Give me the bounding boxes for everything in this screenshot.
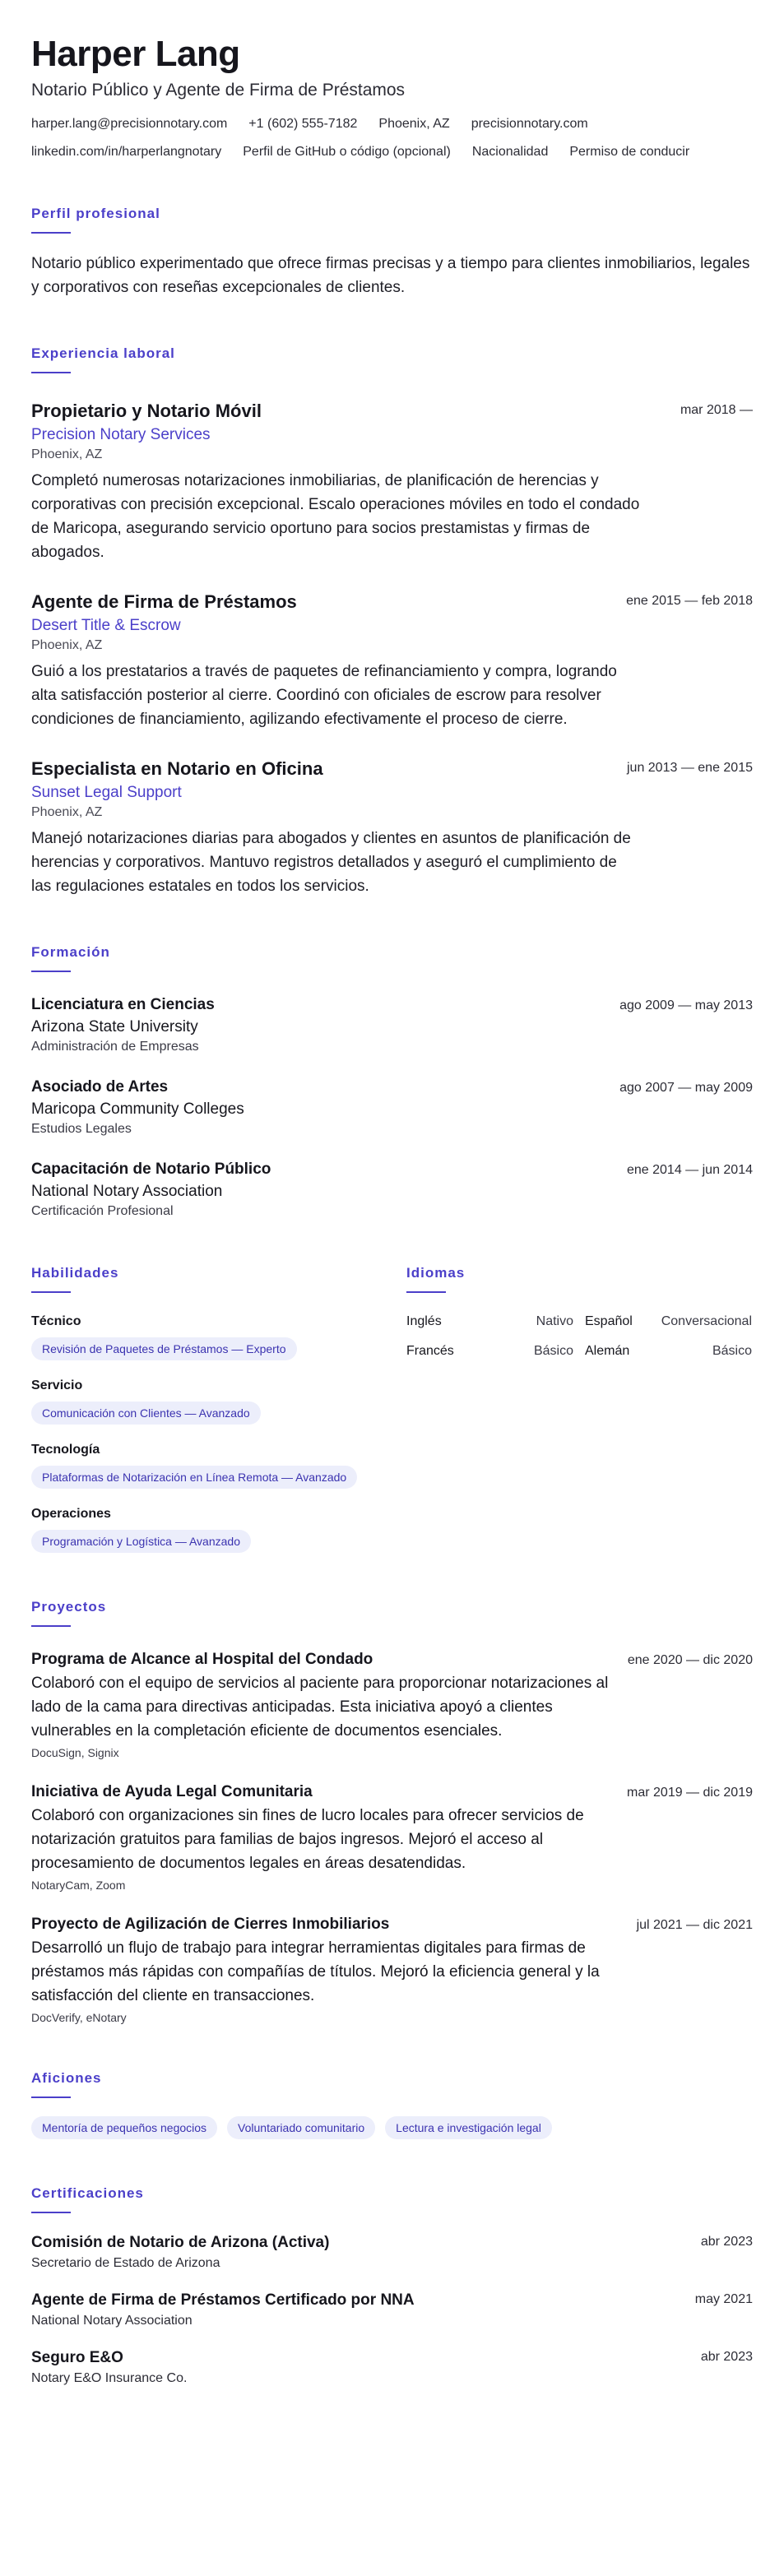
skill-category: Operaciones xyxy=(31,1507,111,1521)
job-dates: ene 2015 — feb 2018 xyxy=(626,594,753,608)
skill-category: Técnico xyxy=(31,1314,81,1328)
section-title: Perfil profesional xyxy=(31,206,160,221)
language-name: Español xyxy=(585,1314,633,1328)
job-description: Completó numerosas notarizaciones inmobiliarias, de planificación de herencias y corporativas con precisión excepcional. Escalo operaciones móviles en todo el condado de Maricopa, asegurando servicio oportuno para socios prestamistas y firmas de abogados. xyxy=(31,472,640,561)
job-company: Desert Title & Escrow xyxy=(31,617,181,634)
language-level: Básico xyxy=(712,1344,752,1358)
certification-date: abr 2023 xyxy=(700,2350,753,2364)
job-location: Phoenix, AZ xyxy=(31,638,103,652)
certification-issuer: Secretario de Estado de Arizona xyxy=(31,2256,220,2270)
degree-title: Asociado de Artes xyxy=(31,1078,169,1096)
project-description: Colaboró con el equipo de servicios al paciente para proporcionar notarizaciones al lado de la cama para directivas anticipadas. Esta iniciativa apoyó a clientes vulnerables en la completación eficiente de documentos esenciales. xyxy=(31,1675,609,1740)
language-grid xyxy=(406,1314,752,1359)
education-section xyxy=(31,944,753,1219)
experience-section xyxy=(31,345,753,898)
project-description: Colaboró con organizaciones sin fines de lucro locales para ofrecer servicios de notarización gratuitos para familias de bajos ingresos. Mejoró el acceso al procesamiento de documentos legales en áreas desatendidas. xyxy=(31,1807,584,1872)
job-title: Propietario y Notario Móvil xyxy=(31,401,262,421)
language-level: Nativo xyxy=(536,1314,573,1328)
certification-name: Seguro E&O xyxy=(31,2349,123,2366)
degree-title: Licenciatura en Ciencias xyxy=(31,996,215,1013)
language-name: Inglés xyxy=(406,1314,442,1328)
job-location: Phoenix, AZ xyxy=(31,805,103,819)
project-tools: NotaryCam, Zoom xyxy=(31,1879,126,1892)
language-item xyxy=(585,1344,752,1359)
job-description: Manejó notarizaciones diarias para abogados y clientes en asuntos de planificación de herencias y corporativos. Mantuvo registros detallados y aseguró el cumplimiento de las regulaciones estatales en todos los servicios. xyxy=(31,830,631,895)
language-level: Conversacional xyxy=(661,1314,752,1328)
certifications-section xyxy=(31,2185,753,2386)
skill-chip: Comunicación con Clientes — Avanzado xyxy=(31,1402,261,1425)
hobbies-section xyxy=(31,2070,753,2139)
section-divider xyxy=(31,372,71,373)
experience-entry xyxy=(31,591,753,731)
projects-section xyxy=(31,1599,753,2024)
certification-name: Agente de Firma de Préstamos Certificado por NNA xyxy=(31,2291,415,2309)
section-divider xyxy=(406,1291,446,1293)
hobby-chip: Lectura e investigación legal xyxy=(385,2116,552,2139)
section-title: Proyectos xyxy=(31,1599,107,1615)
school-name: Maricopa Community Colleges xyxy=(31,1100,244,1118)
candidate-headline: Notario Público y Agente de Firma de Préstamos xyxy=(31,81,406,100)
hobby-chip: Mentoría de pequeños negocios xyxy=(31,2116,217,2139)
hobby-list xyxy=(31,2116,753,2139)
certification-entry xyxy=(31,2348,753,2386)
section-divider xyxy=(31,1291,71,1293)
contact-list xyxy=(31,117,753,160)
project-dates: ene 2020 — dic 2020 xyxy=(627,1653,753,1667)
education-entry xyxy=(31,995,753,1054)
skill-category: Tecnología xyxy=(31,1443,100,1457)
skill-chip: Revisión de Paquetes de Préstamos — Experto xyxy=(31,1337,297,1360)
summary-section xyxy=(31,206,753,299)
education-dates: ago 2007 — may 2009 xyxy=(619,1081,753,1095)
study-field: Administración de Empresas xyxy=(31,1040,199,1054)
job-title: Agente de Firma de Préstamos xyxy=(31,591,297,612)
certification-entry xyxy=(31,2291,753,2328)
certification-entry xyxy=(31,2233,753,2271)
contact-nationality: Nacionalidad xyxy=(471,145,549,159)
contact-email[interactable]: harper.lang@precisionnotary.com xyxy=(31,117,228,131)
language-item xyxy=(406,1344,573,1359)
section-divider xyxy=(31,2096,71,2098)
job-title: Especialista en Notario en Oficina xyxy=(31,758,323,779)
section-title: Formación xyxy=(31,944,110,960)
contact-phone[interactable]: +1 (602) 555-7182 xyxy=(248,117,358,131)
project-description: Desarrolló un flujo de trabajo para integrar herramientas digitales para firmas de préstamos más rápidas con compañías de títulos. Mejoró la eficiencia general y la satisfacción del cliente en transacciones. xyxy=(31,1939,600,2004)
languages-section xyxy=(406,1265,752,1553)
job-location: Phoenix, AZ xyxy=(31,447,103,461)
skill-chip: Plataformas de Notarización en Línea Remota — Avanzado xyxy=(31,1466,357,1489)
certification-date: may 2021 xyxy=(694,2292,753,2306)
project-title: Iniciativa de Ayuda Legal Comunitaria xyxy=(31,1783,313,1800)
certification-date: abr 2023 xyxy=(700,2235,753,2249)
project-entry xyxy=(31,1782,753,1892)
summary-text: Notario público experimentado que ofrece firmas precisas y a tiempo para clientes inmobiliarios, legales y corporativos con reseñas excepcionales de clientes. xyxy=(31,255,750,296)
certification-issuer: Notary E&O Insurance Co. xyxy=(31,2371,188,2385)
education-dates: ago 2009 — may 2013 xyxy=(619,998,753,1012)
section-divider xyxy=(31,971,71,972)
hobby-chip: Voluntariado comunitario xyxy=(227,2116,375,2139)
project-entry xyxy=(31,1915,753,2024)
contact-license: Permiso de conducir xyxy=(569,145,690,159)
project-title: Proyecto de Agilización de Cierres Inmobiliarios xyxy=(31,1916,390,1933)
project-tools: DocVerify, eNotary xyxy=(31,2011,127,2024)
language-item xyxy=(585,1314,752,1329)
education-entry xyxy=(31,1077,753,1137)
skills-section xyxy=(31,1265,403,1553)
job-dates: mar 2018 — xyxy=(680,403,753,417)
resume-header xyxy=(31,33,753,160)
project-dates: mar 2019 — dic 2019 xyxy=(627,1786,753,1800)
language-item xyxy=(406,1314,573,1329)
job-company: Sunset Legal Support xyxy=(31,784,182,801)
contact-linkedin[interactable]: linkedin.com/in/harperlangnotary xyxy=(31,145,222,159)
certification-issuer: National Notary Association xyxy=(31,2314,193,2328)
education-dates: ene 2014 — jun 2014 xyxy=(626,1163,753,1177)
section-title: Certificaciones xyxy=(31,2185,144,2201)
section-title: Habilidades xyxy=(31,1265,119,1281)
job-company: Precision Notary Services xyxy=(31,426,211,443)
school-name: Arizona State University xyxy=(31,1018,198,1035)
contact-website[interactable]: precisionnotary.com xyxy=(471,117,588,131)
experience-entry xyxy=(31,758,753,898)
study-field: Certificación Profesional xyxy=(31,1204,174,1218)
section-title: Experiencia laboral xyxy=(31,345,175,361)
candidate-name: Harper Lang xyxy=(31,34,240,74)
section-divider xyxy=(31,2212,71,2213)
certification-name: Comisión de Notario de Arizona (Activa) xyxy=(31,2234,330,2251)
language-name: Francés xyxy=(406,1344,454,1358)
project-tools: DocuSign, Signix xyxy=(31,1746,119,1759)
study-field: Estudios Legales xyxy=(31,1122,132,1136)
skill-category: Servicio xyxy=(31,1378,83,1392)
language-level: Básico xyxy=(533,1344,573,1358)
job-dates: jun 2013 — ene 2015 xyxy=(626,761,753,775)
school-name: National Notary Association xyxy=(31,1183,223,1200)
section-title: Idiomas xyxy=(406,1265,466,1281)
experience-entry xyxy=(31,400,753,564)
skills-languages-row xyxy=(31,1265,753,1553)
section-divider xyxy=(31,1625,71,1627)
project-title: Programa de Alcance al Hospital del Condado xyxy=(31,1651,373,1668)
skill-chip: Programación y Logística — Avanzado xyxy=(31,1530,251,1553)
contact-location: Phoenix, AZ xyxy=(378,117,450,131)
language-name: Alemán xyxy=(585,1344,630,1358)
project-entry xyxy=(31,1650,753,1759)
contact-github[interactable]: Perfil de GitHub o código (opcional) xyxy=(243,145,451,159)
section-divider xyxy=(31,232,71,234)
project-dates: jul 2021 — dic 2021 xyxy=(636,1918,753,1932)
degree-title: Capacitación de Notario Público xyxy=(31,1161,271,1178)
section-title: Aficiones xyxy=(31,2070,102,2086)
job-description: Guió a los prestatarios a través de paquetes de refinanciamiento y compra, logrando alta satisfacción posterior al cierre. Coordinó con oficiales de escrow para resolver condiciones de financiamiento, agilizando efectivamente el proceso de cierre. xyxy=(31,663,617,728)
education-entry xyxy=(31,1160,753,1219)
